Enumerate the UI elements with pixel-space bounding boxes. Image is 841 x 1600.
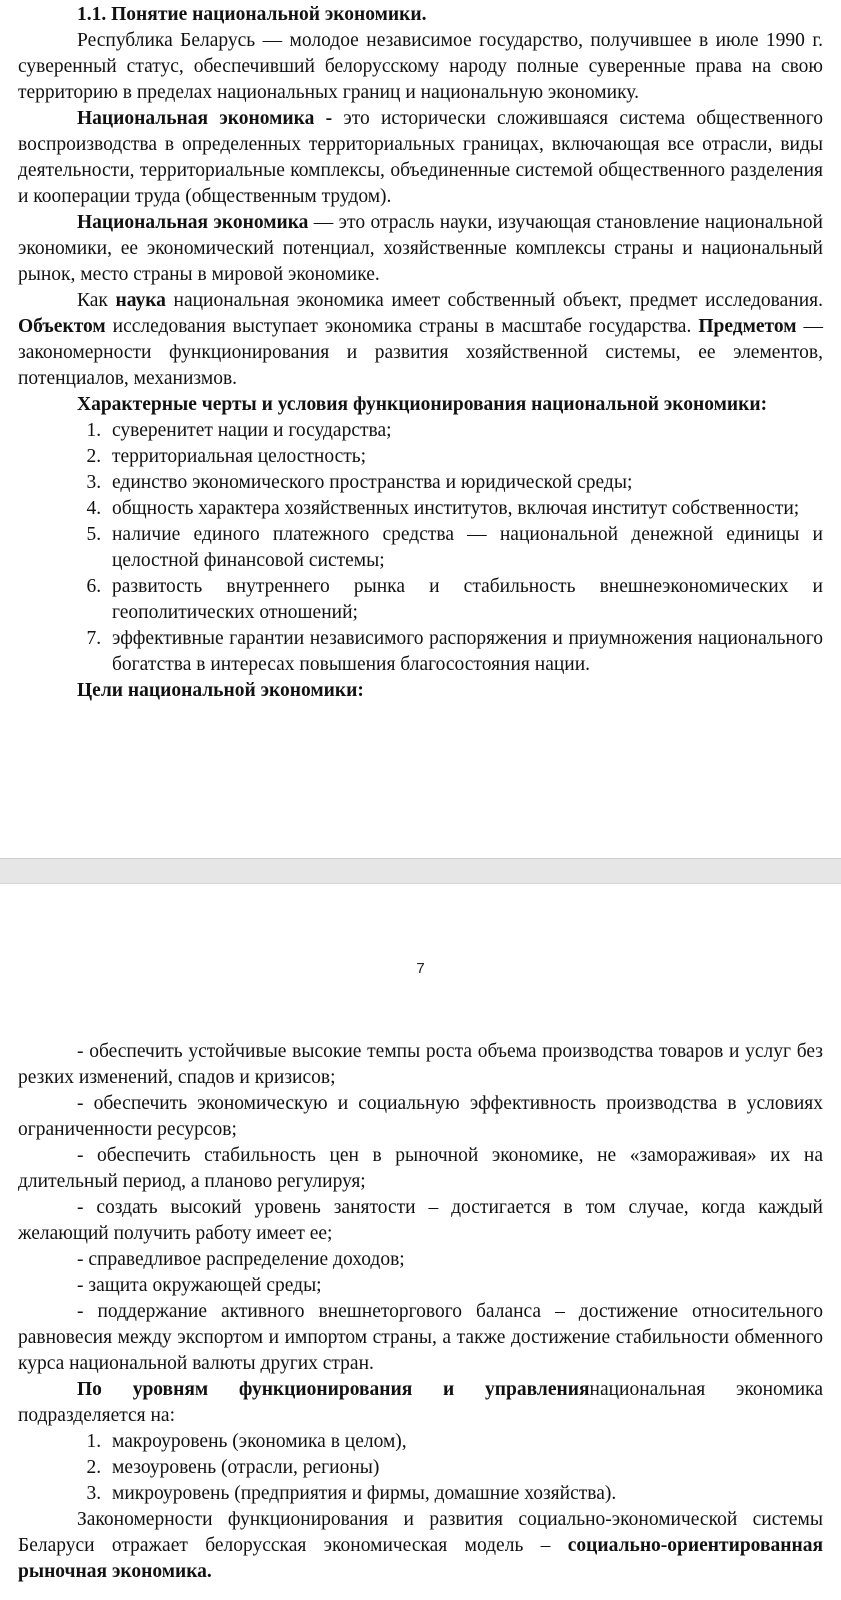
list-item: 3. единство экономического пространства и юридической среды; [106, 470, 823, 496]
definition-text-1: это исторически сложившаяся система общественного воспроизводства в определенных территориальных границах, включающая все отрасли, виды деятельности, территориальные комплексы, объединенные системой общественного разделения и кооперации труда (общественным трудом). [18, 108, 823, 207]
definition-paragraph-1 [18, 106, 823, 210]
model-paragraph [18, 1507, 823, 1585]
goal-item: - обеспечить экономическую и социальную эффективность производства в условиях ограниченности ресурсов; [18, 1093, 823, 1140]
list-item: 4. общность характера хозяйственных институтов, включая институт собственности; [106, 496, 823, 522]
list-item: 3. микроуровень (предприятия и фирмы, домашние хозяйства). [106, 1481, 823, 1507]
list-item: 6. развитость внутреннего рынка и стабильность внешнеэкономических и геополитических отношений; [106, 574, 823, 626]
levels-term: По уровням функционирования и управления [77, 1379, 590, 1400]
goal-item: - справедливое распределение доходов; [77, 1249, 405, 1270]
science-term: наука [115, 290, 166, 311]
goals-heading: Цели национальной экономики: [77, 680, 364, 701]
levels-paragraph [18, 1377, 823, 1429]
goal-item: - обеспечить устойчивые высокие темпы роста объема производства товаров и услуг без резких изменений, спадов и кризисов; [18, 1041, 823, 1088]
list-item: 7. эффективные гарантии независимого распоряжения и приумножения национального богатства в интересах повышения благосостояния нации. [106, 626, 823, 678]
goal-item: - создать высокий уровень занятости – достигается в том случае, когда каждый желающий получить работу имеет ее; [18, 1197, 823, 1244]
science-text-pre: Как [77, 290, 116, 311]
goal-item: - обеспечить стабильность цен в рыночной экономике, не «замораживая» их на длительный период, а планово регулируя; [18, 1145, 823, 1192]
goal-item: - защита окружающей среды; [77, 1275, 322, 1296]
science-paragraph [18, 288, 823, 392]
features-heading: Характерные черты и условия функционирования национальной экономики: [77, 394, 768, 415]
section-heading: 1.1. Понятие национальной экономики. [77, 4, 427, 25]
goal-item: - поддержание активного внешнеторгового баланса – достижение относительного равновесия между экспортом и импортом страны, а также достижение стабильности обменного курса национальной валюты других стран. [18, 1301, 823, 1374]
list-item: 2. территориальная целостность; [106, 444, 823, 470]
list-item: 1. макроуровень (экономика в целом), [106, 1429, 823, 1455]
science-text-mid1: национальная экономика имеет собственный объект, предмет исследования. [165, 290, 823, 311]
intro-paragraph: Республика Беларусь — молодое независимое государство, получившее в июле 1990 г. суверенный статус, обеспечивший белорусскому народу полные суверенные права на свою территорию в пределах национальных границ и национальную экономику. [18, 30, 823, 103]
model-text: Закономерности функционирования и развития социально-экономической системы Беларуси отражает белорусская экономическая модель – [18, 1509, 823, 1556]
science-text-mid2: исследования выступает экономика страны в масштабе государства. [105, 316, 699, 337]
levels-list [18, 1429, 823, 1507]
object-term: Объектом [18, 316, 106, 337]
page-1-content [18, 0, 823, 704]
page-2-content [18, 1039, 823, 1585]
page-number: 7 [416, 960, 425, 977]
definition-paragraph-2 [18, 210, 823, 288]
page-separator [0, 858, 841, 884]
subject-term: Предметом [698, 316, 797, 337]
science-text-end: — закономерности функционирования и развития хозяйственной системы, ее элементов, потенциалов, механизмов. [18, 316, 823, 389]
definition-text-2: — это отрасль науки, изучающая становление национальной экономики, ее экономический потенциал, хозяйственные комплексы страны и национальный рынок, место страны в мировой экономике. [18, 212, 823, 285]
list-item: 5. наличие единого платежного средства — национальной денежной единицы и целостной финансовой системы; [106, 522, 823, 574]
list-item: 1. суверенитет нации и государства; [106, 418, 823, 444]
features-list [18, 418, 823, 678]
definition-term-1: Национальная экономика - [77, 108, 333, 129]
model-term: социально-ориентированная рыночная экономика. [18, 1535, 823, 1582]
definition-term-2: Национальная экономика [77, 212, 309, 233]
list-item: 2. мезоуровень (отрасли, регионы) [106, 1455, 823, 1481]
levels-text: национальная экономика подразделяется на: [18, 1379, 823, 1426]
